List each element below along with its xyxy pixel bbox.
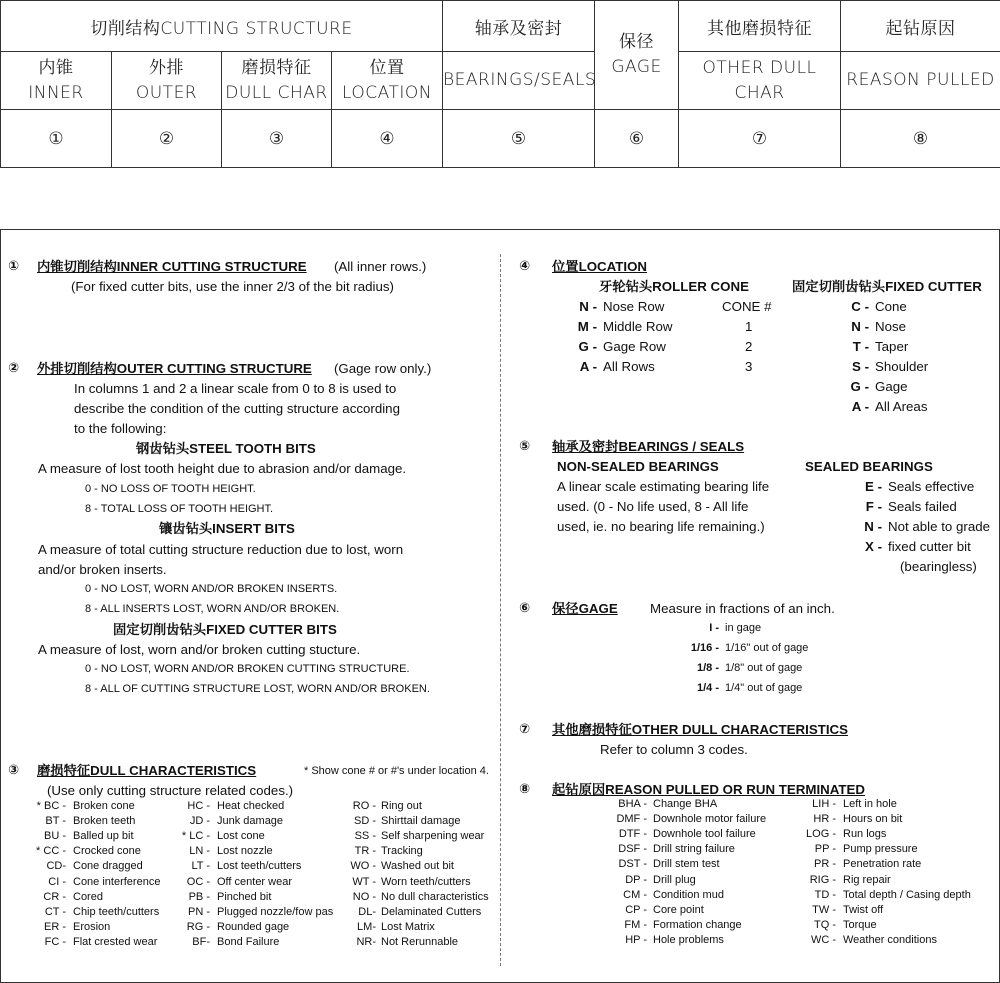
- seal-code-desc: Seals failed: [888, 499, 957, 514]
- reason-code: DMF -: [616, 813, 647, 826]
- dull-code: BT -: [45, 815, 66, 828]
- gage-code: 1/4 -: [696, 682, 719, 694]
- fixed-cutter-desc: A measure of lost, worn and/or broken cutting stucture.: [38, 642, 361, 657]
- reason-code: DST -: [618, 858, 647, 871]
- dull-code-desc: No dull characteristics: [381, 890, 489, 903]
- insert-bits-desc-2: and/or broken inserts.: [38, 562, 167, 577]
- section-2-number: ②: [8, 360, 20, 375]
- section-7-subtitle: Refer to column 3 codes.: [600, 742, 748, 757]
- dull-code-desc: Cone dragged: [73, 860, 143, 873]
- steel-tooth-0: 0 - NO LOSS OF TOOTH HEIGHT.: [85, 483, 256, 495]
- header-inner-zh: 内锥: [38, 57, 74, 78]
- header-bearings-en: BEARINGS/SEALS: [443, 52, 595, 110]
- dull-code: * CC -: [36, 845, 66, 858]
- reason-code: TW -: [812, 903, 836, 916]
- roller-location-desc: Nose Row: [603, 299, 665, 314]
- dull-code: * LC -: [181, 830, 210, 843]
- dull-code: LT -: [191, 860, 210, 873]
- insert-bits-8: 8 - ALL INSERTS LOST, WORN AND/OR BROKEN.: [85, 603, 340, 615]
- column-divider: [500, 254, 501, 966]
- section-4-title: 位置LOCATION: [552, 259, 648, 274]
- reason-code: BHA -: [618, 798, 647, 810]
- dull-code-desc: Not Rerunnable: [381, 935, 459, 948]
- seal-code-desc: Seals effective: [888, 479, 975, 494]
- fixed-cutter-0: 0 - NO LOST, WORN AND/OR BROKEN CUTTING STRUCTURE.: [85, 663, 410, 675]
- dull-code-desc: Lost cone: [217, 830, 265, 843]
- roller-location-desc: Middle Row: [603, 319, 673, 334]
- dull-code-desc: Worn teeth/cutters: [381, 875, 471, 888]
- dull-code-desc: Heat checked: [217, 800, 285, 812]
- insert-bits-0: 0 - NO LOST, WORN AND/OR BROKEN INSERTS.: [85, 583, 338, 595]
- col-number-7: ⑦: [679, 110, 841, 168]
- reason-code: LIH -: [812, 798, 836, 810]
- header-outer-en: OUTER: [135, 82, 198, 103]
- gage-code: 1/8 -: [696, 662, 719, 674]
- header-gage-zh: 保径: [619, 32, 655, 52]
- cone-number: 3: [745, 359, 753, 374]
- reason-code-desc: Penetration rate: [843, 858, 922, 871]
- gage-code-desc: 1/16" out of gage: [725, 642, 809, 654]
- cone-number-heading: CONE #: [722, 299, 772, 314]
- reason-code-desc: Downhole motor failure: [653, 813, 767, 826]
- roller-location-code: N -: [579, 299, 597, 314]
- dull-code: * BC -: [36, 800, 66, 812]
- roller-location-desc: Gage Row: [603, 339, 666, 354]
- dull-code-desc: Flat crested wear: [73, 935, 158, 948]
- section-8-title: 起钻原因REASON PULLED OR RUN TERMINATED: [552, 782, 865, 797]
- header-other-en: OTHER DULL CHAR: [679, 52, 841, 110]
- reason-code: FM -: [624, 918, 647, 931]
- dull-code: BU -: [44, 830, 66, 843]
- dull-code-desc: Lost teeth/cutters: [217, 860, 302, 873]
- insert-bits-heading: 镶齿钻头INSERT BITS: [159, 521, 295, 536]
- fixed-location-desc: Shoulder: [875, 359, 929, 374]
- section-3-subtitle: (Use only cutting structure related codes.): [47, 783, 294, 798]
- fixed-location-code: N -: [851, 319, 869, 334]
- reason-code: PP -: [814, 843, 836, 856]
- reason-code: TD -: [814, 888, 836, 901]
- roller-location-code: M -: [577, 319, 597, 334]
- reason-code-desc: Left in hole: [843, 798, 897, 810]
- legend-panel: [0, 229, 1000, 983]
- dull-code: SS -: [354, 830, 376, 843]
- section-1-subtitle: (For fixed cutter bits, use the inner 2/3 of the bit radius): [71, 279, 394, 294]
- header-reason-zh: 起钻原因: [841, 1, 1000, 52]
- cone-number: 1: [745, 319, 753, 334]
- fixed-cutter-8: 8 - ALL OF CUTTING STRUCTURE LOST, WORN AND/OR BROKEN.: [85, 683, 430, 695]
- reason-code-desc: Change BHA: [653, 798, 718, 810]
- reason-code-desc: Weather conditions: [843, 933, 937, 946]
- dull-code: JD -: [189, 815, 210, 828]
- reason-code: LOG -: [806, 828, 836, 841]
- section-2-note: (Gage row only.): [334, 361, 432, 376]
- reason-code-desc: Drill plug: [653, 873, 696, 886]
- gage-code: 1/16 -: [690, 642, 719, 654]
- header-outer: [112, 52, 222, 110]
- dull-code: OC -: [186, 875, 210, 888]
- header-location-en: LOCATION: [342, 82, 432, 103]
- dull-code-desc: Self sharpening wear: [381, 830, 485, 843]
- dull-code-desc: Erosion: [73, 920, 111, 933]
- dull-code-desc: Crocked cone: [73, 845, 141, 858]
- section-2-title: 外排切削结构OUTER CUTTING STRUCTURE: [37, 361, 312, 376]
- fixed-location-desc: Cone: [875, 299, 907, 314]
- dull-code-desc: Washed out bit: [381, 860, 454, 873]
- bearing-desc-1: A linear scale estimating bearing life: [557, 479, 770, 494]
- section-6-note: Measure in fractions of an inch.: [650, 601, 835, 616]
- reason-code: RIG -: [809, 873, 836, 886]
- dull-code: CT -: [44, 905, 66, 918]
- seal-code: F -: [865, 499, 882, 514]
- roller-location-code: G -: [578, 339, 597, 354]
- dull-code: SD -: [354, 815, 376, 828]
- col-number-2: ②: [112, 110, 222, 168]
- gage-code-desc: 1/8" out of gage: [725, 662, 803, 674]
- col-number-3: ③: [222, 110, 332, 168]
- dull-code-desc: Broken cone: [73, 800, 135, 812]
- dull-code: NO -: [352, 890, 376, 903]
- dull-code-desc: Cored: [73, 890, 103, 903]
- section-7-title: 其他磨损特征OTHER DULL CHARACTERISTICS: [552, 722, 848, 737]
- dull-code-desc: Cone interference: [73, 875, 161, 888]
- dull-code-desc: Lost nozzle: [217, 845, 273, 858]
- fixed-cutter-heading: 固定切削齿钻头FIXED CUTTER BITS: [113, 622, 337, 637]
- fixed-cutter-location-heading: 固定切削齿钻头FIXED CUTTER: [792, 279, 982, 294]
- reason-code: WC -: [810, 933, 836, 946]
- dull-code: LM-: [357, 920, 376, 933]
- reason-code: HP -: [625, 933, 647, 946]
- dull-code: DL-: [358, 905, 376, 918]
- fixed-location-desc: All Areas: [875, 399, 928, 414]
- header-other-zh: 其他磨损特征: [679, 1, 841, 52]
- reason-code-desc: Twist off: [843, 903, 884, 916]
- seal-code: X -: [865, 539, 882, 554]
- dull-code: PN -: [188, 905, 210, 918]
- fixed-location-desc: Gage: [875, 379, 908, 394]
- section-1-number: ①: [8, 258, 20, 273]
- dull-code: HC -: [187, 800, 210, 812]
- reason-code-desc: Core point: [653, 903, 704, 916]
- dull-code: WO -: [350, 860, 376, 873]
- dull-code: CR -: [43, 890, 66, 903]
- reason-code-desc: Hole problems: [653, 933, 724, 946]
- reason-code: CP -: [625, 903, 647, 916]
- dull-code: FC -: [44, 935, 66, 948]
- col-number-4: ④: [332, 110, 443, 168]
- section-2-desc-3: to the following:: [74, 421, 167, 436]
- reason-code-desc: Total depth / Casing depth: [843, 888, 971, 901]
- reason-code-desc: Downhole tool failure: [653, 828, 756, 841]
- dull-code-desc: Chip teeth/cutters: [73, 905, 160, 918]
- cone-number: 2: [745, 339, 753, 354]
- section-5-title: 轴承及密封BEARINGS / SEALS: [552, 439, 745, 454]
- section-3-title: 磨损特征DULL CHARACTERISTICS: [37, 763, 257, 778]
- section-1-note: (All inner rows.): [334, 259, 427, 274]
- dull-code-desc: Tracking: [381, 845, 423, 858]
- dull-code: CI -: [48, 875, 66, 888]
- seal-code: E -: [865, 479, 882, 494]
- reason-code: PR -: [814, 858, 836, 871]
- reason-code: TQ -: [814, 918, 836, 931]
- dull-code: RO -: [352, 800, 376, 812]
- insert-bits-desc-1: A measure of total cutting structure reduction due to lost, worn: [38, 542, 404, 557]
- reason-code: DTF -: [618, 828, 647, 841]
- section-3-number: ③: [8, 762, 20, 777]
- reason-code-desc: Drill stem test: [653, 858, 720, 871]
- bearing-desc-3: used, ie. no bearing life remaining.): [557, 519, 765, 534]
- reason-code: DP -: [625, 873, 647, 886]
- col-number-6: ⑥: [595, 110, 679, 168]
- section-1-title: 内锥切削结构INNER CUTTING STRUCTURE: [37, 259, 307, 274]
- gage-code-desc: 1/4" out of gage: [725, 682, 803, 694]
- steel-tooth-desc: A measure of lost tooth height due to abrasion and/or damage.: [38, 461, 407, 476]
- dull-code: LN -: [189, 845, 210, 858]
- header-dull-char-en: DULL CHAR: [225, 82, 328, 103]
- reason-code-desc: Drill string failure: [653, 843, 735, 856]
- reason-code-desc: Rig repair: [843, 873, 891, 886]
- dull-code-desc: Broken teeth: [73, 815, 136, 828]
- seal-code-desc: Not able to grade: [888, 519, 991, 534]
- col-number-8: ⑧: [841, 110, 1000, 168]
- header-gage-en: GAGE: [611, 57, 662, 77]
- dull-code: RG -: [186, 920, 210, 933]
- dull-code: CD-: [46, 860, 66, 873]
- sealed-heading: SEALED BEARINGS: [805, 459, 933, 474]
- header-location: [332, 52, 443, 110]
- dull-code-desc: Shirttail damage: [381, 815, 461, 828]
- header-dull-char: [222, 52, 332, 110]
- reason-code-desc: Formation change: [653, 918, 742, 931]
- section-6-title: 保径GAGE: [552, 601, 618, 616]
- col-number-1: ①: [1, 110, 112, 168]
- roller-location-desc: All Rows: [603, 359, 655, 374]
- dull-code: PB -: [188, 890, 210, 903]
- header-cutting-structure: 切削结构CUTTING STRUCTURE: [1, 1, 443, 52]
- steel-tooth-heading: 钢齿钻头STEEL TOOTH BITS: [136, 441, 316, 456]
- section-3-note: * Show cone # or #'s under location 4.: [304, 765, 489, 777]
- section-2-desc-1: In columns 1 and 2 a linear scale from 0 to 8 is used to: [74, 381, 397, 396]
- roller-cone-heading: 牙轮钻头ROLLER CONE: [599, 279, 749, 294]
- dull-code-desc: Pinched bit: [217, 890, 272, 903]
- reason-code: HR -: [813, 813, 836, 826]
- header-inner-en: INNER: [28, 82, 84, 103]
- section-5-number: ⑤: [519, 438, 531, 453]
- reason-code: CM -: [623, 888, 647, 901]
- dull-code-desc: Delaminated Cutters: [381, 905, 482, 918]
- dull-code-desc: Ring out: [381, 800, 422, 812]
- header-dull-char-zh: 磨损特征: [241, 57, 312, 78]
- dull-grading-header-table: [0, 0, 1000, 168]
- section-2-desc-2: describe the condition of the cutting structure according: [74, 401, 400, 416]
- dull-code: ER -: [44, 920, 66, 933]
- fixed-location-code: T -: [852, 339, 869, 354]
- fixed-location-desc: Nose: [875, 319, 907, 334]
- dull-code: WT -: [352, 875, 376, 888]
- seal-code-desc: fixed cutter bit: [888, 539, 971, 554]
- steel-tooth-8: 8 - TOTAL LOSS OF TOOTH HEIGHT.: [85, 503, 274, 515]
- bearing-desc-2: used. (0 - No life used, 8 - All life: [557, 499, 749, 514]
- header-reason-en: REASON PULLED: [841, 52, 1000, 110]
- header-outer-zh: 外排: [149, 57, 184, 78]
- dull-code: TR -: [354, 845, 376, 858]
- section-6-number: ⑥: [519, 600, 531, 615]
- section-7-number: ⑦: [519, 721, 531, 736]
- section-8-number: ⑧: [519, 781, 531, 796]
- header-bearings-zh: 轴承及密封: [443, 1, 595, 52]
- header-gage: [595, 1, 679, 110]
- fixed-location-code: S -: [852, 359, 869, 374]
- fixed-location-code: C -: [851, 299, 869, 314]
- dull-code-desc: Balled up bit: [73, 830, 134, 843]
- dull-code-desc: Bond Failure: [217, 935, 280, 948]
- fixed-location-code: A -: [851, 399, 869, 414]
- reason-code: DSF -: [618, 843, 647, 856]
- section-4-number: ④: [519, 258, 531, 273]
- dull-code-desc: Plugged nozzle/fow pas: [217, 905, 334, 918]
- col-number-5: ⑤: [443, 110, 595, 168]
- dull-code: BF-: [192, 935, 210, 948]
- reason-code-desc: Pump pressure: [843, 843, 918, 856]
- header-inner: [1, 52, 112, 110]
- dull-code-desc: Rounded gage: [217, 920, 290, 933]
- header-location-zh: 位置: [369, 57, 405, 78]
- roller-location-code: A -: [579, 359, 597, 374]
- dull-code-desc: Off center wear: [217, 875, 292, 888]
- dull-code-desc: Lost Matrix: [381, 920, 435, 933]
- seal-code: N -: [864, 519, 882, 534]
- reason-code-desc: Condition mud: [653, 888, 724, 901]
- dull-code-desc: Junk damage: [217, 815, 284, 828]
- reason-code-desc: Torque: [843, 918, 877, 931]
- non-sealed-heading: NON-SEALED BEARINGS: [557, 459, 719, 474]
- fixed-cutter-bearingless: (bearingless): [900, 559, 977, 574]
- dull-code: NR-: [356, 935, 376, 948]
- gage-code: I -: [709, 622, 719, 634]
- reason-code-desc: Run logs: [843, 828, 887, 841]
- fixed-location-code: G -: [850, 379, 869, 394]
- fixed-location-desc: Taper: [875, 339, 909, 354]
- reason-code-desc: Hours on bit: [843, 813, 903, 826]
- gage-code-desc: in gage: [725, 622, 762, 634]
